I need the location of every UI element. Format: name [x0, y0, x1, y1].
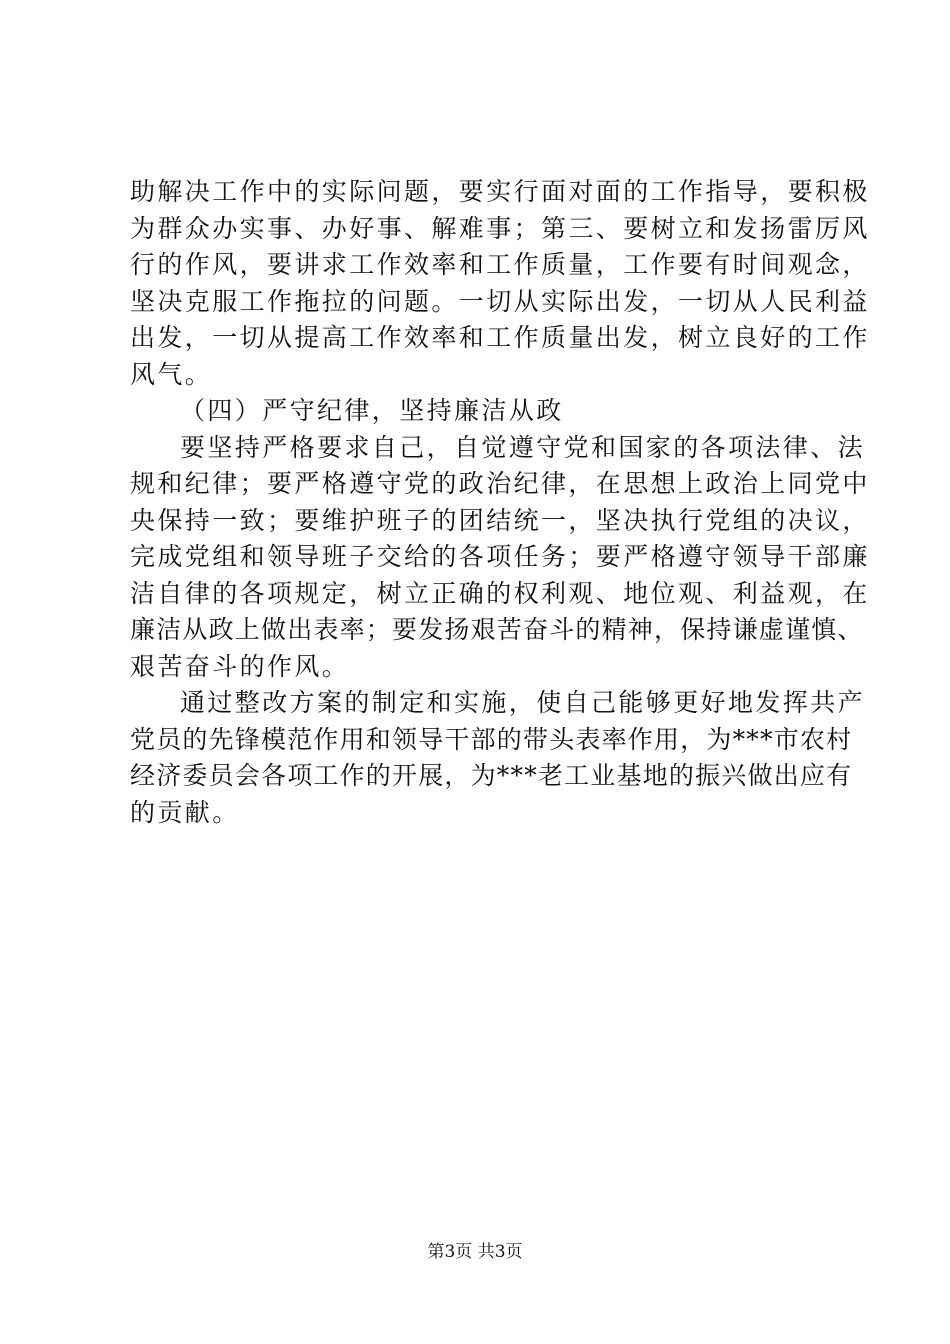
- text-line: 完成党组和领导班子交给的各项任务；要严格遵守领导干部廉: [130, 542, 870, 571]
- text-line: 党员的先锋模范作用和领导干部的带头表率作用，为***市农村: [130, 724, 853, 754]
- page-number-footer: 第3页 共3页: [427, 1242, 523, 1262]
- text-line: 经济委员会各项工作的开展，为***老工业基地的振兴做出应有: [130, 761, 853, 790]
- text-line: 廉洁从政上做出表率；要发扬艰苦奋斗的精神，保持谦虚谨慎、: [130, 615, 864, 644]
- text-line: 行的作风，要讲求工作效率和工作质量，工作要有时间观念，: [130, 250, 870, 279]
- text-line: 央保持一致；要维护班子的团结统一，坚决执行党组的决议，: [130, 505, 870, 535]
- text-line: 洁自律的各项规定，树立正确的权利观、地位观、利益观，在: [130, 578, 870, 608]
- text-line: 艰苦奋斗的作风。: [130, 651, 350, 681]
- text-line: 风气。: [130, 359, 213, 389]
- text-line: 规和纪律；要严格遵守党的政治纪律，在思想上政治上同党中: [130, 469, 870, 498]
- text-line: 为群众办实事、办好事、解难事；第三、要树立和发扬雷厉风: [130, 213, 870, 243]
- text-line: 的贡献。: [130, 797, 240, 827]
- text-line: 助解决工作中的实际问题，要实行面对面的工作指导，要积极: [130, 177, 870, 206]
- text-line: 要坚持严格要求自己，自觉遵守党和国家的各项法律、法: [180, 432, 866, 462]
- text-line: 通过整改方案的制定和实施，使自己能够更好地发挥共产: [180, 688, 866, 717]
- section-heading: （四）严守纪律，坚持廉洁从政: [180, 396, 564, 425]
- text-line: 出发，一切从提高工作效率和工作质量出发，树立良好的工作: [130, 323, 870, 352]
- document-body: [130, 174, 870, 831]
- text-line: 坚决克服工作拖拉的问题。一切从实际出发，一切从人民利益: [130, 286, 870, 316]
